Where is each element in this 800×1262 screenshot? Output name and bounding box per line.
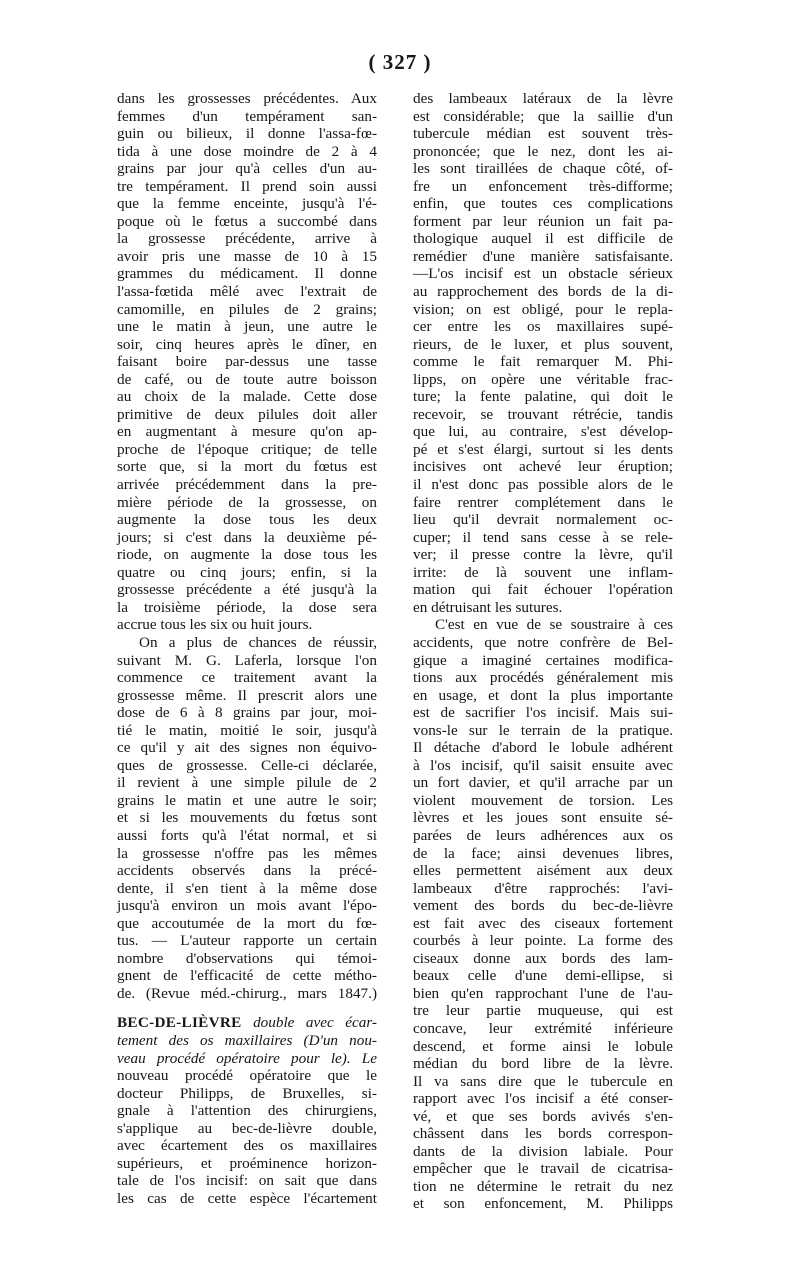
text-line: forment par leur réunion un fait pa- [413,212,673,230]
text-line: ce qu'il y ait des signes non équivo- [117,739,377,757]
text-line: vement des bords du bec-de-lièvre [413,897,673,915]
text-line: On a plus de chances de réussir, [139,633,377,651]
text-line: lambeaux d'être rapprochés: l'avi- [413,879,673,897]
text-line: —L'os incisif est un obstacle sérieux [413,265,673,283]
text-line: la grossesse n'offre pas les mêmes [117,844,377,862]
text-line: proche de l'époque critique; de telle [117,440,377,458]
text-line: faisant boire par-dessus une tasse [117,353,377,371]
text-line: l'assa-fœtida mêlé avec l'extrait de [117,283,377,301]
text-line: tre leur partie muqueuse, qui est [413,1002,673,1020]
text-line: tida à une dose moindre de 2 à 4 [117,142,377,160]
text-line: ques de grossesse. Celle-ci déclarée, [117,756,377,774]
text-line: châssent dans les bords correspon- [413,1125,673,1143]
text-line: remédier d'une manière satisfaisante. [413,247,673,265]
text-line: tement des os maxillaires (D'un nou- [117,1031,377,1049]
text-line: concave, leur extrémité inférieure [413,1019,673,1037]
text-line: courbés à leur pointe. La forme des [413,932,673,950]
text-line: s'applique au bec-de-lièvre double, [117,1119,377,1137]
paragraph-os-incisif-obstacle [413,90,673,616]
text-line: tre tempérament. Il prend soin aussi [117,177,377,195]
text-line: médian du bord libre de la lèvre. [413,1055,673,1073]
text-line: en détruisant les sutures. [413,598,563,616]
text-line: nombre d'observations qui témoi- [117,949,377,967]
article-heading-line [117,1014,377,1032]
text-line: gnent de l'efficacité de cette métho- [117,967,377,985]
text-line: accidents observés dans la précé- [117,862,377,880]
text-line: Il va sans dire que le tubercule en [413,1072,673,1090]
text-line: tié le matin, moitié le soir, jusqu'à [117,721,377,739]
paragraph-laferla-treatment [117,634,377,1002]
text-line: rieurs, de le luxer, et plus souvent, [413,335,673,353]
text-line: augmente la dose tous les deux [117,511,377,529]
text-line: incisives ont achevé leur éruption; [413,458,673,476]
text-line: en augmentant à mesure qu'on ap- [117,423,377,441]
text-line: vision; on est obligé, pour le repla- [413,300,673,318]
text-line: il revient à une simple pilule de 2 [117,774,377,792]
text-line: sorte que, si la mort du fœtus est [117,458,377,476]
text-line: soir, cinq heures après le dîner, en [117,335,377,353]
text-line: commence ce traitement avant la [117,669,377,687]
text-line: avoir pris une masse de 10 à 15 [117,247,377,265]
text-line: primitive de deux pilules doit aller [117,405,377,423]
text-line: ver; il presse contre la lèvre, qu'il [413,546,673,564]
text-line: descend, et forme ainsi le lobule [413,1037,673,1055]
text-line: irrite: de là souvent une inflam- [413,563,673,581]
text-line: beaux celle d'une demi-ellipse, si [413,967,673,985]
text-line: rapport avec l'os incisif a été conser- [413,1090,673,1108]
text-line: et son enfoncement, M. Philipps [413,1195,673,1213]
text-line: tubercule médian est souvent très- [413,125,673,143]
paragraph-assa-foetida-dosage [117,90,377,634]
text-line: faire rentrer complétement dans le [413,493,673,511]
text-line: elles permettent aisément aux deux [413,862,673,880]
text-line: jusqu'à environ un mois avant l'épo- [117,897,377,915]
text-line: gique a imaginé certaines modifica- [413,651,673,669]
text-line: arrivée précédemment dans la pre- [117,476,377,494]
text-line: des lambeaux latéraux de la lèvre [413,90,673,107]
text-line: de la face; ainsi devenues libres, [413,844,673,862]
text-line: grossesse précédente a été jusqu'à la [117,581,377,599]
text-line: la troisième période, la dose sera [117,598,377,616]
paragraph-philipps-procedure [413,616,673,1213]
text-line: dente, il s'en tient à la même dose [117,879,377,897]
text-line: gnale à l'attention des chirurgiens, [117,1102,377,1120]
text-line: une le matin à jeun, une autre le [117,318,377,336]
text-line: lèvres et les joues sont ensuite sé- [413,809,673,827]
text-line: dants de la division labiale. Pour [413,1142,673,1160]
text-line: prononcée; que le nez, dont les ai- [413,142,673,160]
text-line: recevoir, se trouvant rétrécie, tandis [413,405,673,423]
text-line: accrue tous les six ou huit jours. [117,616,313,634]
article-bec-de-lievre [117,1014,377,1207]
text-line: avec écartement des os maxillaires [117,1137,377,1155]
text-line: lipps, on opère une véritable frac- [413,370,673,388]
text-line: riode, on augmente la dose tous les [117,546,377,564]
text-line: et si les mouvements du fœtus sont [117,809,377,827]
text-line: guin ou bilieux, il donne l'assa-fœ- [117,125,377,143]
text-line: est considérable; que la saillie d'un [413,107,673,125]
text-line: tions aux procédés généralement mis [413,669,673,687]
text-line: tion ne détermine le retrait du nez [413,1177,673,1195]
text-line: lieu qu'il devrait normalement oc- [413,511,673,529]
text-line: en usage, et dont la plus importante [413,686,673,704]
text-line: suivant M. G. Laferla, lorsque l'on [117,651,377,669]
text-line: grains le matin et une autre le soir; [117,791,377,809]
text-line: tale de l'os incisif: on sait que dans [117,1172,377,1190]
text-line: dose de 6 à 8 grains par jour, moi- [117,704,377,722]
text-line: dans les grossesses précédentes. Aux [117,90,377,107]
text-line: quatre ou cinq jours; enfin, si la [117,563,377,581]
text-line: femmes d'un tempérament san- [117,107,377,125]
article-heading: BEC-DE-LIÈVRE [117,1014,242,1032]
text-line: accidents, que notre confrère de Bel- [413,633,673,651]
text-line: grains par jour qu'à celles d'un au- [117,160,377,178]
text-line: mière période de la grossesse, on [117,493,377,511]
text-line: parées de leurs adhérences aux os [413,826,673,844]
text-line: camomille, en pilules de 2 grains; [117,300,377,318]
text-line: il n'est donc pas possible alors de le [413,476,673,494]
right-column [413,90,673,1213]
text-line: cuper; il tend sans cesse à se rele- [413,528,673,546]
text-line: que la femme enceinte, jusqu'à l'é- [117,195,377,213]
text-line: vé, et que ses bords avivés s'en- [413,1107,673,1125]
section-gap [117,1002,377,1014]
text-line: est de sacrifier l'os incisif. Mais sui- [413,704,673,722]
text-line: un fort davier, et qu'il arrache par un [413,774,673,792]
text-line: bien qu'en rapprochant l'une de l'au- [413,984,673,1002]
left-column [117,90,377,1207]
text-line: ture; la fente palatine, qui doit le [413,388,673,406]
text-line: empêcher que le travail de cicatrisa- [413,1160,673,1178]
text-line: veau procédé opératoire pour le). Le [117,1049,377,1067]
text-line: à l'os incisif, qu'il saisit ensuite avec [413,756,673,774]
text-line: la grossesse précédente, arrive à [117,230,377,248]
text-line: grammes du médicament. Il donne [117,265,377,283]
text-line: au rapprochement des bords de la di- [413,283,673,301]
text-line: vons-le sur le terrain de la pratique. [413,721,673,739]
text-line: grossesse même. Il prescrit alors une [117,686,377,704]
text-line: que accoutumée de la mort du fœ- [117,914,377,932]
text-line: au choix de la malade. Cette dose [117,388,377,406]
text-line: les cas de cette espèce l'écartement [117,1189,377,1207]
text-line: tus. — L'auteur rapporte un certain [117,932,377,950]
text-line: thologique auquel il est difficile de [413,230,673,248]
text-line: aussi forts qu'à l'état normal, et si [117,826,377,844]
text-line: comme le fait remarquer M. Phi- [413,353,673,371]
text-line: fre un enfoncement très-difforme; [413,177,673,195]
text-line: cer entre les os maxillaires supé- [413,318,673,336]
text-line: de café, ou de toute autre boisson [117,370,377,388]
page-number: ( 327 ) [368,50,432,74]
text-line: mation qui fait échouer l'opération [413,581,673,599]
text-line: ciseaux donne aux bords des lam- [413,949,673,967]
text-line: pé et s'est élargi, surtout si les dents [413,440,673,458]
article-heading-rest: double avec écar- [241,1014,377,1032]
text-line: supérieurs, et proéminence horizon- [117,1154,377,1172]
text-line: jours; si c'est dans la deuxième pé- [117,528,377,546]
text-line: docteur Philipps, de Bruxelles, si- [117,1084,377,1102]
text-line: poque où le fœtus a succombé dans [117,212,377,230]
text-line: enfin, que toutes ces complications [413,195,673,213]
text-line: Il détache d'abord le lobule adhérent [413,739,673,757]
text-line: est fait avec des ciseaux fortement [413,914,673,932]
text-line: nouveau procédé opératoire que le [117,1067,377,1085]
text-line: C'est en vue de se soustraire à ces [435,616,673,634]
text-line: que lui, au contraire, s'est dévelop- [413,423,673,441]
text-line: violent mouvement de torsion. Les [413,791,673,809]
text-line: les sont tiraillées de chaque côté, of- [413,160,673,178]
text-line: de. (Revue méd.-chirurg., mars 1847.) [117,984,377,1002]
